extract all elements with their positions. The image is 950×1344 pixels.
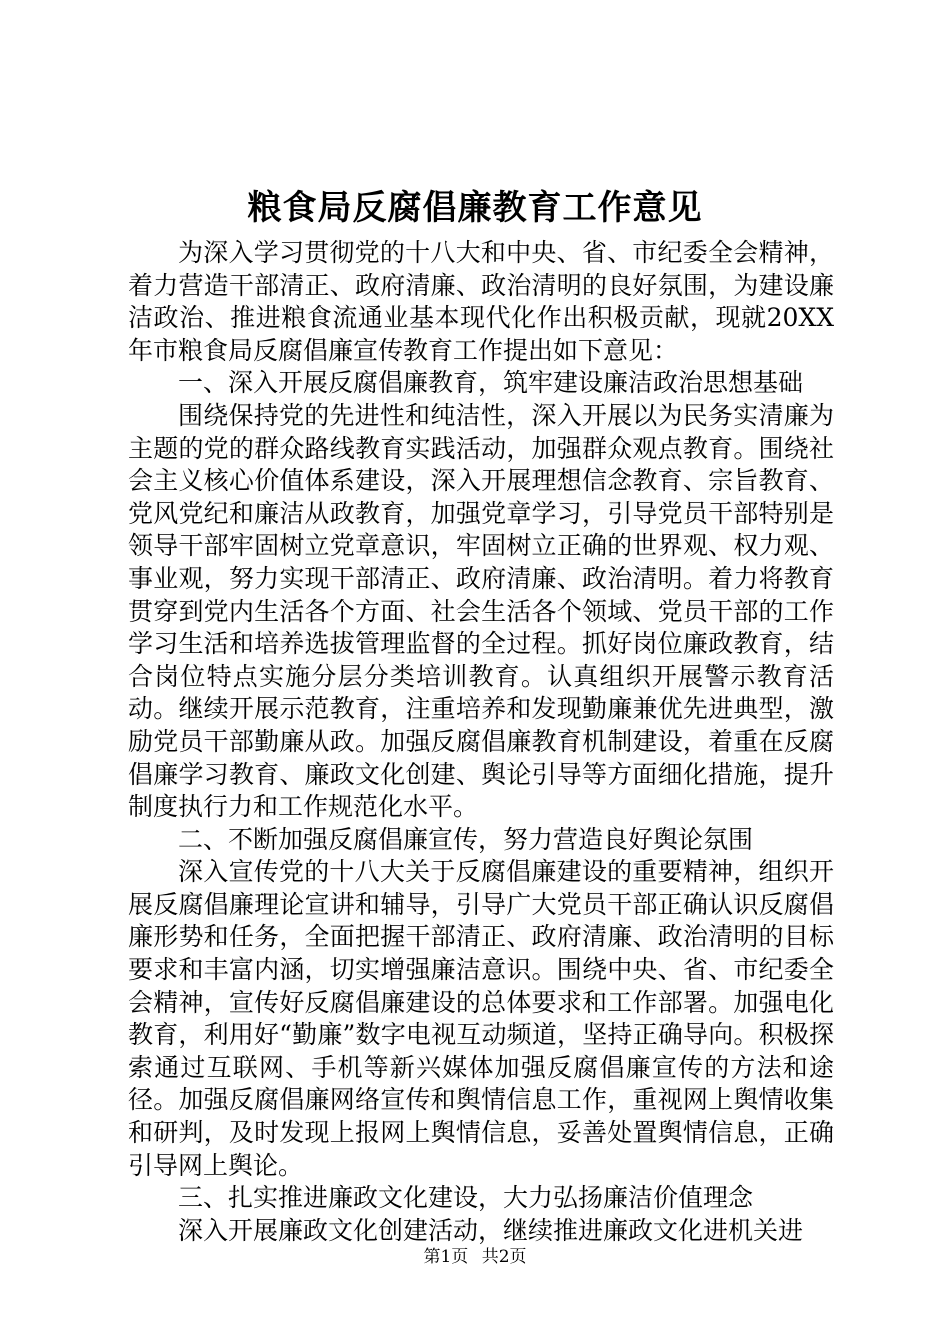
page-total: 共2页: [481, 1247, 527, 1267]
section-paragraph-1: 围绕保持党的先进性和纯洁性，深入开展以为民务实清廉为主题的党的群众路线教育实践活动，加强群众观点教育。围绕社会主义核心价值体系建设，深入开展理想信念教育、宗旨教育、党风党纪和廉洁从政教育，加强党章学习，引导党员干部特别是领导干部牢固树立党章意识，牢固树立正确的世界观、权力观、事业观，努力实现干部清正、政府清廉、政治清明。着力将教育贯穿到党内生活各个方面、社会生活各个领域、党员干部的工作学习生活和培养选拔管理监督的全过程。抓好岗位廉政教育，结合岗位特点实施分层分类培训教育。认真组织开展警示教育活动。继续开展示范教育，注重培养和发现勤廉兼优先进典型，激励党员干部勤廉从政。加强反腐倡廉教育机制建设，着重在反腐倡廉学习教育、廉政文化创建、舆论引导等方面细化措施，提升制度执行力和工作规范化水平。: [128, 400, 834, 822]
page-footer: [0, 1245, 950, 1269]
section-heading-3: 三、扎实推进廉政文化建设，大力弘扬廉洁价值理念: [178, 1183, 754, 1213]
section-paragraph-2: 深入宣传党的十八大关于反腐倡廉建设的重要精神，组织开展反腐倡廉理论宣讲和辅导，引导广大党员干部正确认识反腐倡廉形势和任务，全面把握干部清正、政府清廉、政治清明的目标要求和丰富内涵，切实增强廉洁意识。围绕中央、省、市纪委全会精神，宣传好反腐倡廉建设的总体要求和工作部署。加强电化教育，利用好“勤廉”数字电视互动频道，坚持正确导向。积极探索通过互联网、手机等新兴媒体加强反腐倡廉宣传的方法和途径。加强反腐倡廉网络宣传和舆情信息工作，重视网上舆情收集和研判，及时发现上报网上舆情信息，妥善处置舆情信息，正确引导网上舆论。: [128, 857, 834, 1180]
section-heading-1: 一、深入开展反腐倡廉教育，筑牢建设廉洁政治思想基础: [178, 368, 804, 398]
section-heading-2: 二、不断加强反腐倡廉宣传，努力营造良好舆论氛围: [178, 824, 754, 854]
page-number: 第1页: [423, 1247, 469, 1267]
intro-paragraph: 为深入学习贯彻党的十八大和中央、省、市纪委全会精神，着力营造干部清正、政府清廉、政治清明的良好氛围，为建设廉洁政治、推进粮食流通业基本现代化作出积极贡献，现就20XX年市粮食局反腐倡廉宣传教育工作提出如下意见：: [128, 238, 834, 365]
document-body: [128, 237, 834, 1247]
section-paragraph-3: 深入开展廉政文化创建活动，继续推进廉政文化进机关进: [178, 1215, 804, 1245]
document-title: 粮食局反腐倡廉教育工作意见: [247, 188, 703, 228]
